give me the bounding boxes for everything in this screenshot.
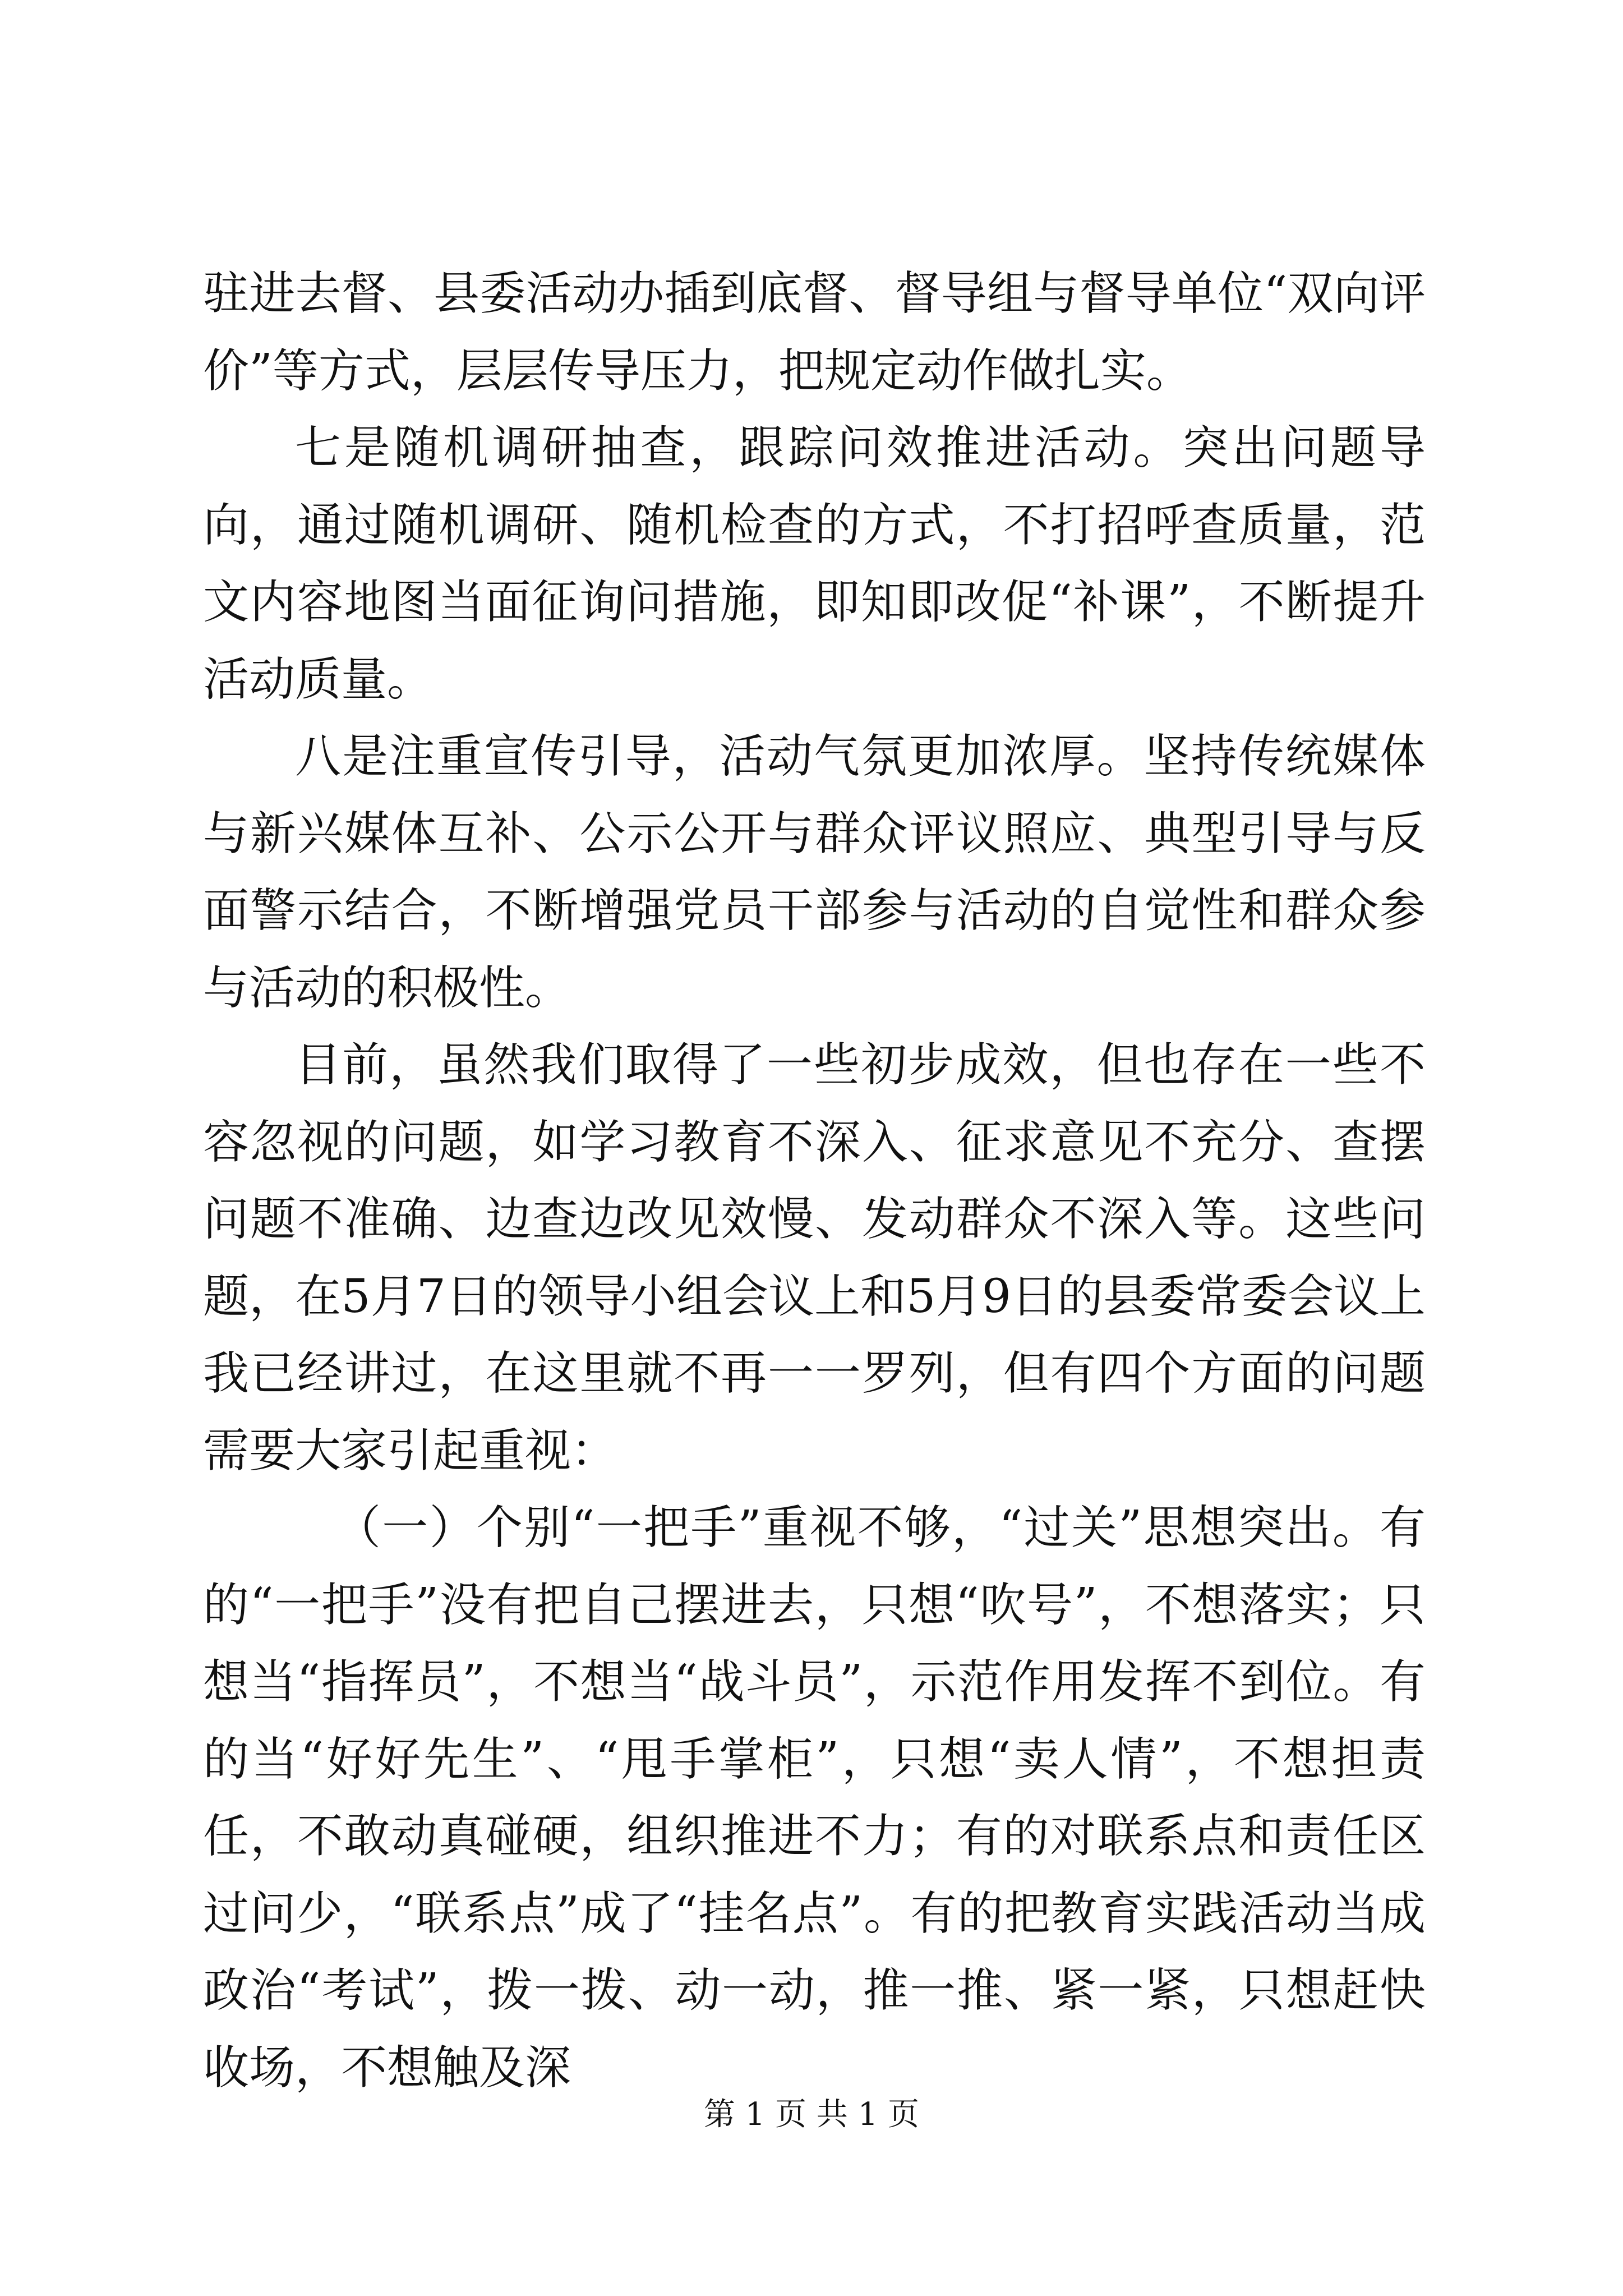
paragraph-current-issues: 目前，虽然我们取得了一些初步成效，但也存在一些不容忽视的问题，如学习教育不深入、征求意见不充分、查摆问题不准确、边查边改见效慢、发动群众不深入等。这些问题，在5月7日的领导小组会议上和5月9日的县委常委会议上我已经讲过，在这里就不再一一罗列，但有四个方面的问题需要大家引起重视： — [203, 1038, 1426, 1478]
paragraph-point-seven: 七是随机调研抽查，跟踪问效推进活动。突出问题导向，通过随机调研、随机检查的方式，不打招呼查质量，范文内容地图当面征询问措施，即知即改促“补课”，不断提升活动质量。 — [203, 421, 1426, 706]
paragraph-point-eight: 八是注重宣传引导，活动气氛更加浓厚。坚持传统媒体与新兴媒体互补、公示公开与群众评议照应、典型引导与反面警示结合，不断增强党员干部参与活动的自觉性和群众参与活动的积极性。 — [203, 730, 1426, 1015]
document-body — [203, 255, 1426, 2106]
page-footer: 第 1 页 共 1 页 — [703, 2096, 920, 2133]
paragraph-continuation: 驻进去督、县委活动办插到底督、督导组与督导单位“双向评价”等方式，层层传导压力，把规定动作做扎实。 — [203, 267, 1426, 398]
paragraph-issue-one: （一）个别“一把手”重视不够，“过关”思想突出。有的“一把手”没有把自己摆进去，只想“吹号”，不想落实；只想当“指挥员”，不想当“战斗员”，示范作用发挥不到位。有的当“好好先生”、“甩手掌柜”，只想“卖人情”，不想担责任，不敢动真碰硬，组织推进不力；有的对联系点和责任区过问少，“联系点”成了“挂名点”。有的把教育实践活动当成政治“考试”，拨一拨、动一动，推一推、紧一紧，只想赶快收场，不想触及深 — [203, 1501, 1426, 2095]
